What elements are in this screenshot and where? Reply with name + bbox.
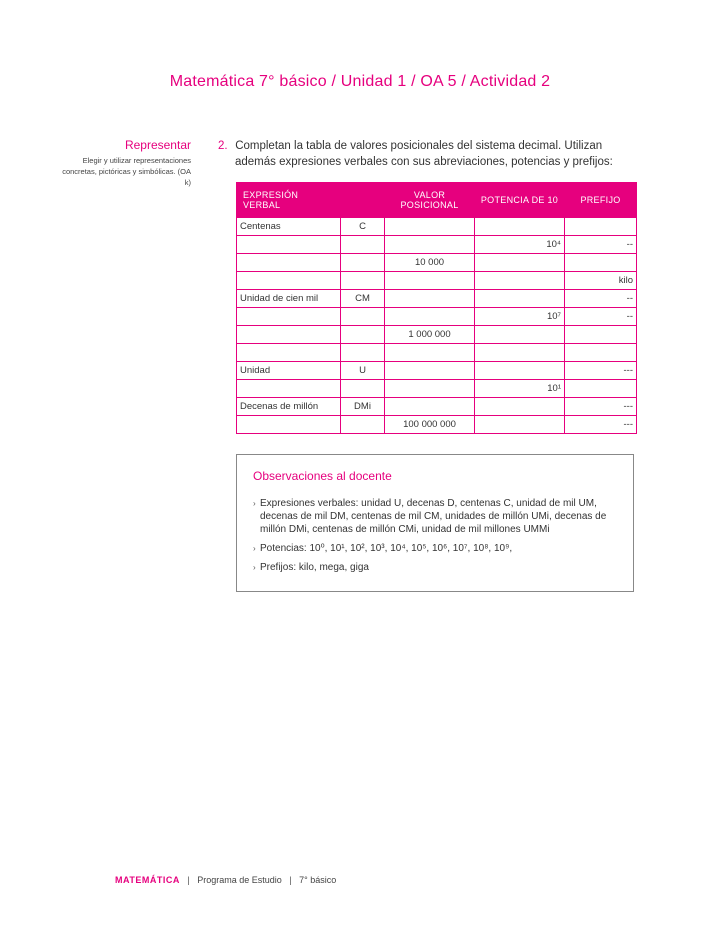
table-cell: kilo bbox=[565, 272, 637, 290]
table-cell bbox=[385, 362, 475, 380]
table-cell bbox=[385, 272, 475, 290]
table-cell bbox=[237, 236, 341, 254]
skill-description: Elegir y utilizar representaciones concretas, pictóricas y simbólicas. (OA k) bbox=[62, 156, 191, 187]
header-value: VALOR POSICIONAL bbox=[385, 183, 475, 218]
footer-brand: MATEMÁTICA bbox=[115, 875, 180, 885]
bullet-icon: › bbox=[253, 499, 256, 508]
table-cell bbox=[237, 380, 341, 398]
table-cell bbox=[475, 254, 565, 272]
table-cell: 1 000 000 bbox=[385, 326, 475, 344]
table-cell bbox=[385, 344, 475, 362]
footer bbox=[115, 875, 336, 885]
table-cell bbox=[237, 326, 341, 344]
table-row bbox=[237, 416, 637, 434]
table-row bbox=[237, 254, 637, 272]
footer-separator: | bbox=[289, 875, 292, 885]
sidebar bbox=[60, 138, 191, 188]
table-cell: 10¹ bbox=[475, 380, 565, 398]
table-cell bbox=[385, 218, 475, 236]
table-cell bbox=[237, 344, 341, 362]
table-header-row bbox=[237, 183, 637, 218]
table-cell bbox=[341, 344, 385, 362]
table-cell bbox=[385, 290, 475, 308]
table-row bbox=[237, 362, 637, 380]
bullet-icon: › bbox=[253, 544, 256, 553]
table-cell bbox=[565, 218, 637, 236]
table-row bbox=[237, 344, 637, 362]
table-cell: Unidad de cien mil bbox=[237, 290, 341, 308]
table-cell: 100 000 000 bbox=[385, 416, 475, 434]
table-cell: U bbox=[341, 362, 385, 380]
table-cell: Unidad bbox=[237, 362, 341, 380]
table-cell bbox=[385, 380, 475, 398]
footer-separator: | bbox=[187, 875, 190, 885]
question-number: 2. bbox=[218, 140, 228, 152]
header-abbrev bbox=[341, 183, 385, 218]
table-cell bbox=[385, 398, 475, 416]
table-cell bbox=[475, 362, 565, 380]
page-title: Matemática 7° básico / Unidad 1 / OA 5 / Actividad 2 bbox=[169, 73, 551, 90]
question bbox=[218, 138, 638, 170]
footer-program: Programa de Estudio bbox=[197, 875, 282, 885]
table-cell: 10⁴ bbox=[475, 236, 565, 254]
skill-title: Representar bbox=[124, 138, 191, 152]
teacher-note-text: Potencias: 10⁰, 10¹, 10², 10³, 10⁴, 10⁵, 10⁶, 10⁷, 10⁸, 10⁹, bbox=[260, 543, 513, 554]
table-cell bbox=[341, 326, 385, 344]
table-cell: -- bbox=[565, 290, 637, 308]
table-cell: Centenas bbox=[237, 218, 341, 236]
table-cell bbox=[341, 380, 385, 398]
place-value-table bbox=[236, 182, 637, 434]
table-row bbox=[237, 326, 637, 344]
table-cell bbox=[565, 380, 637, 398]
table-cell bbox=[475, 326, 565, 344]
table-cell bbox=[475, 398, 565, 416]
table-cell bbox=[475, 272, 565, 290]
table-cell bbox=[237, 416, 341, 434]
table-row bbox=[237, 398, 637, 416]
table-cell: --- bbox=[565, 398, 637, 416]
table-cell bbox=[341, 416, 385, 434]
table-cell bbox=[565, 344, 637, 362]
table-cell: -- bbox=[565, 236, 637, 254]
table-row bbox=[237, 236, 637, 254]
table-cell: --- bbox=[565, 362, 637, 380]
question-line-1 bbox=[218, 138, 638, 154]
teacher-notes-title: Observaciones al docente bbox=[253, 469, 392, 483]
header-power: POTENCIA DE 10 bbox=[475, 183, 565, 218]
table-cell bbox=[385, 308, 475, 326]
table-cell bbox=[237, 254, 341, 272]
table-row bbox=[237, 290, 637, 308]
table-row bbox=[237, 218, 637, 236]
teacher-note bbox=[253, 561, 619, 574]
table-row bbox=[237, 380, 637, 398]
table-row bbox=[237, 272, 637, 290]
table-cell bbox=[475, 416, 565, 434]
teacher-notes-box bbox=[236, 454, 634, 592]
table-cell: 10 000 bbox=[385, 254, 475, 272]
table-cell bbox=[341, 236, 385, 254]
table-cell: DMi bbox=[341, 398, 385, 416]
table-cell: CM bbox=[341, 290, 385, 308]
table-cell: Decenas de millón bbox=[237, 398, 341, 416]
table-cell bbox=[475, 290, 565, 308]
question-text-2: además expresiones verbales con sus abreviaciones, potencias y prefijos: bbox=[235, 156, 613, 168]
footer-grade: 7° básico bbox=[299, 875, 337, 885]
table-cell bbox=[565, 254, 637, 272]
table-cell bbox=[475, 344, 565, 362]
teacher-note bbox=[253, 542, 619, 555]
bullet-icon: › bbox=[253, 563, 256, 572]
table-cell: C bbox=[341, 218, 385, 236]
table-cell: 10⁷ bbox=[475, 308, 565, 326]
table-row bbox=[237, 308, 637, 326]
table-cell bbox=[237, 272, 341, 290]
table-cell bbox=[341, 272, 385, 290]
question-text-1: Completan la tabla de valores posicionales del sistema decimal. Utilizan bbox=[235, 140, 603, 152]
table-cell bbox=[341, 254, 385, 272]
teacher-note-text: Expresiones verbales: unidad U, decenas D, centenas C, unidad de mil UM, decenas de mil DM, centenas de mil CM, unidades de millón UMi, decenas de millón DMi, centenas de millón CMi, unidad de mil millones UMMi bbox=[260, 498, 607, 535]
teacher-note-text: Prefijos: kilo, mega, giga bbox=[260, 562, 369, 573]
header-verbal: EXPRESIÓN VERBAL bbox=[237, 183, 341, 218]
table-cell bbox=[385, 236, 475, 254]
teacher-note bbox=[253, 497, 619, 536]
table-cell: -- bbox=[565, 308, 637, 326]
header-prefix: PREFIJO bbox=[565, 183, 637, 218]
table-cell bbox=[237, 308, 341, 326]
table-cell bbox=[475, 218, 565, 236]
table-cell bbox=[341, 308, 385, 326]
table-cell: --- bbox=[565, 416, 637, 434]
table-cell bbox=[565, 326, 637, 344]
